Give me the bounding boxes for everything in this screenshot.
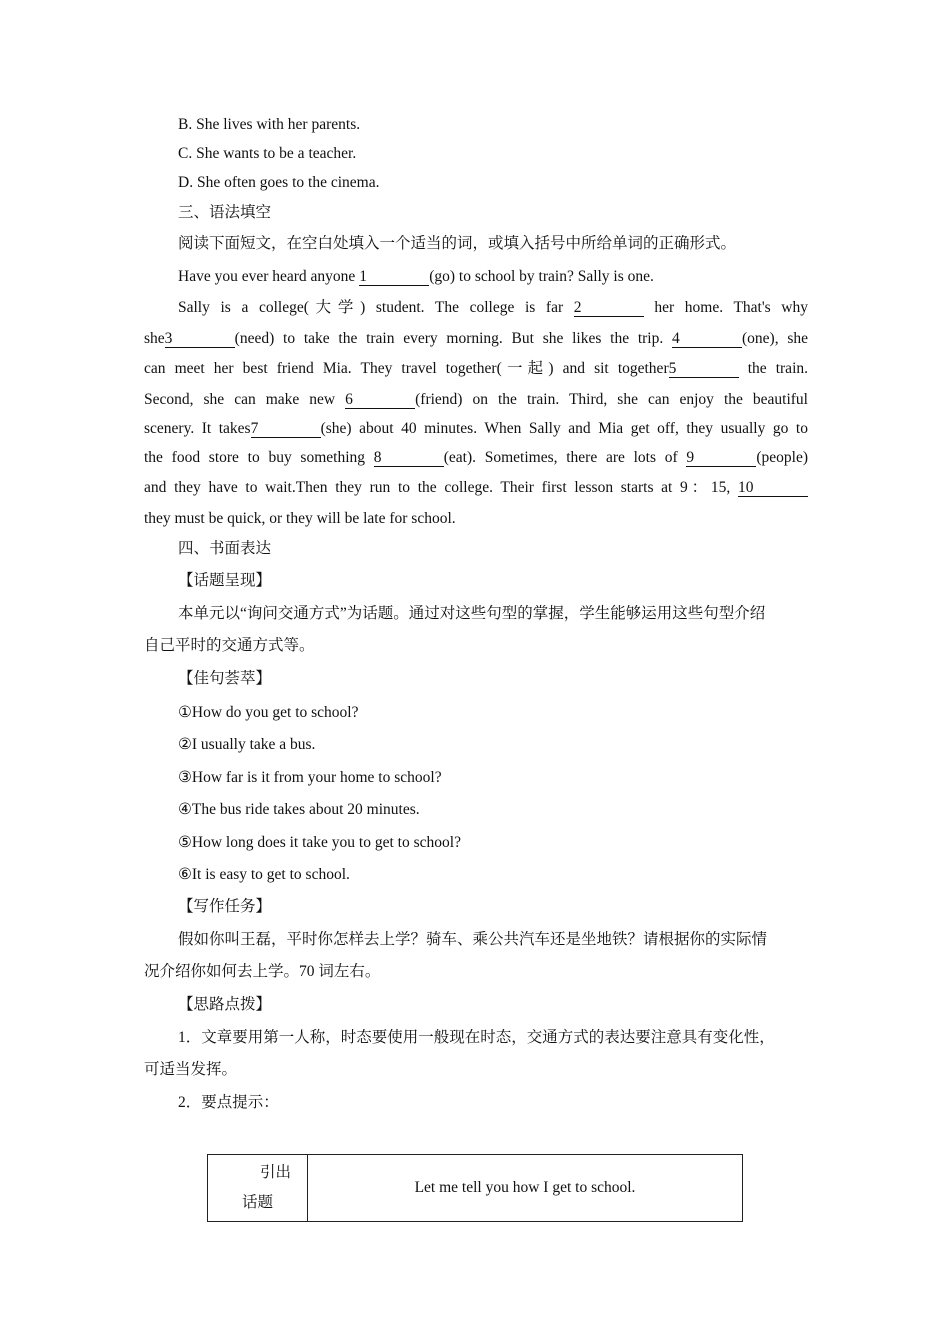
blank-6[interactable]: 6 [345, 392, 415, 409]
topic-text-line-1: 本单元以“询问交通方式”为话题。通过对这些句型的掌握，学生能够运用这些句型介绍 [178, 605, 766, 622]
blank-5[interactable]: 5 [669, 361, 739, 378]
sentence-6: ⑥It is easy to get to school. [178, 866, 350, 883]
blank-10[interactable]: 10 [738, 480, 808, 497]
blank-9[interactable]: 9 [686, 450, 756, 467]
passage-line-5: Second, she can make new 6 (friend) on the train. Third, she can enjoy the beautiful [144, 391, 808, 408]
sentence-1: ①How do you get to school? [178, 704, 359, 721]
topic-text-line-2: 自己平时的交通方式等。 [144, 637, 315, 654]
passage-line-1: Have you ever heard anyone 1 (go) to school by train? Sally is one. [178, 268, 654, 285]
tip-2: 2．要点提示： [178, 1094, 279, 1111]
tips-heading: 【思路点拨】 [178, 996, 272, 1013]
passage-line-6: scenery. It takes7 (she) about 40 minutes. When Sally and Mia get off, they usually go to [144, 420, 808, 437]
blank-1[interactable]: 1 [359, 269, 429, 286]
task-text-line-2: 况介绍你如何去上学。70 词左右。 [144, 963, 381, 980]
blank-3[interactable]: 3 [165, 331, 235, 348]
row-content: Let me tell you how I get to school. [308, 1155, 743, 1222]
passage-line-7: the food store to buy something 8 (eat). Sometimes, there are lots of 9 (people) [144, 449, 808, 466]
table-row [208, 1155, 743, 1222]
blank-4[interactable]: 4 [672, 331, 742, 348]
passage-line-9: they must be quick, or they will be late for school. [144, 510, 456, 527]
sentences-heading: 【佳句荟萃】 [178, 670, 272, 687]
tip-1-line-1: 1．文章要用第一人称，时态要使用一般现在时态，交通方式的表达要注意具有变化性， [178, 1029, 775, 1046]
blank-2[interactable]: 2 [574, 300, 644, 317]
option-b: B. She lives with her parents. [178, 116, 361, 133]
passage-line-3: she3 (need) to take the train every morning. But she likes the trip. 4 (one), she [144, 330, 808, 347]
option-c: C. She wants to be a teacher. [178, 145, 357, 162]
topic-heading: 【话题呈现】 [178, 572, 272, 589]
outline-table [207, 1154, 743, 1222]
option-d: D. She often goes to the cinema. [178, 174, 380, 191]
blank-7[interactable]: 7 [251, 421, 321, 438]
passage-line-8: and they have to wait.Then they run to the college. Their first lesson starts at 9：15, 10 [144, 478, 808, 498]
task-text-line-1: 假如你叫王磊，平时你怎样去上学？骑车、乘公共汽车还是坐地铁？请根据你的实际情 [178, 931, 768, 948]
row-label: 引出 话题 [208, 1155, 308, 1222]
task-heading: 【写作任务】 [178, 898, 272, 915]
section3-heading: 三、语法填空 [178, 204, 272, 221]
passage-line-4: can meet her best friend Mia. They travel together(一起) and sit together5 the train. [144, 360, 808, 377]
section4-heading: 四、书面表达 [178, 540, 272, 557]
section3-instruction: 阅读下面短文，在空白处填入一个适当的词，或填入括号中所给单词的正确形式。 [178, 235, 737, 252]
blank-8[interactable]: 8 [374, 450, 444, 467]
sentence-5: ⑤How long does it take you to get to school? [178, 834, 461, 851]
sentence-3: ③How far is it from your home to school? [178, 769, 442, 786]
sentence-2: ②I usually take a bus. [178, 736, 316, 753]
tip-1-line-2: 可适当发挥。 [144, 1061, 238, 1078]
passage-line-2: Sally is a college(大学) student. The college is far 2 her home. That's why [178, 299, 808, 316]
sentence-4: ④The bus ride takes about 20 minutes. [178, 801, 420, 818]
